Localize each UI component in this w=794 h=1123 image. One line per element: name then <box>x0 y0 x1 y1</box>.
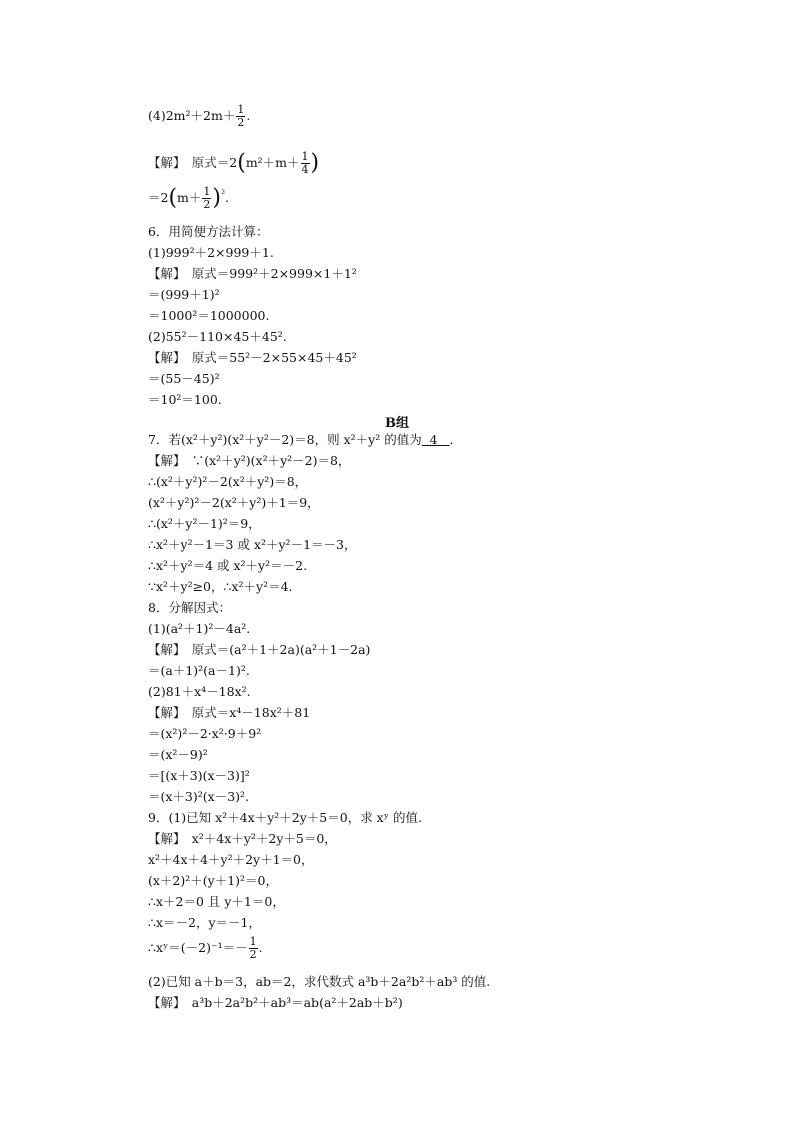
problem-8-2: (2)81＋x⁴－18x². <box>148 684 251 699</box>
solution-7-line-6: ∴x²＋y²＝4 或 x²＋y²＝－2. <box>148 558 308 573</box>
solution-9-2-line-1: 【解】 a³b＋2a²b²＋ab³＝ab(a²＋2ab＋b²) <box>148 995 403 1010</box>
solution-8-1-line-2: ＝(a＋1)²(a－1)². <box>148 663 250 678</box>
solution-9-1-line-5: ∴x＝－2，y＝－1， <box>148 915 261 930</box>
solution-9-1-line-3: (x＋2)²＋(y＋1)²＝0， <box>148 873 278 888</box>
solution-9-1-line-2: x²＋4x＋4＋y²＋2y＋1＝0， <box>148 852 314 867</box>
fraction-one-half: $\frac{1}{2}$ <box>203 185 211 212</box>
fraction-one-quarter: $\frac{1}{4}$ <box>301 150 309 176</box>
solution-7-line-2: ∴(x²＋y²)²－2(x²＋y²)＝8， <box>148 474 308 489</box>
solution-6-1-line-1: 【解】 原式＝999²＋2×999×1＋1² <box>148 266 357 281</box>
solution-7-line-4: ∴(x²＋y²－1)²＝9， <box>148 516 261 531</box>
solution-6-2-line-3: ＝10²＝100. <box>148 392 222 407</box>
solution-8-2-line-4: ＝[(x＋3)(x－3)]² <box>148 768 250 783</box>
problem-8-1: (1)(a²＋1)²－4a². <box>148 621 251 636</box>
problem-8-heading: 8．分解因式： <box>148 600 231 615</box>
solution-6-2-line-2: ＝(55－45)² <box>148 371 220 386</box>
problem-9-2: (2)已知 a＋b＝3，ab＝2，求代数式 a³b＋2a²b²＋ab³ 的值. <box>148 974 491 989</box>
solution-9-1-line-6: ∴xʸ＝(－2)⁻¹＝－ $\frac{1}{2}$ . <box>148 935 263 961</box>
problem-5-4: (4)2m²＋2m＋ $\frac{1}{2}$ . <box>148 103 251 129</box>
solution-7-line-5: ∴x²＋y²－1＝3 或 x²＋y²－1＝－3， <box>148 537 357 552</box>
solution-7-line-7: ∵x²＋y²≥0，∴x²＋y²＝4. <box>148 579 293 594</box>
section-title-b: B组 <box>385 416 409 431</box>
problem-6-1: (1)999²＋2×999＋1. <box>148 245 274 260</box>
solution-6-2-line-1: 【解】 原式＝55²－2×55×45＋45² <box>148 350 357 365</box>
solution-8-2-line-5: ＝(x＋3)²(x－3)². <box>148 789 250 804</box>
solution-9-1-line-1: 【解】 x²＋4x＋y²＋2y＋5＝0， <box>148 831 337 846</box>
solution-9-1-line-4: ∴x＋2＝0 且 y＋1＝0， <box>148 894 285 909</box>
problem-6-heading: 6．用简便方法计算： <box>148 224 269 239</box>
problem-7: 7．若(x²＋y²)(x²＋y²－2)＝8，则 x²＋y² 的值为 4 . <box>148 432 454 447</box>
problem-9-1: 9．(1)已知 x²＋4x＋y²＋2y＋5＝0，求 xʸ 的值. <box>148 810 422 825</box>
solution-5-4-line-1: 【解】 原式＝2(m²＋m＋ $\frac{1}{4}$ ) <box>148 150 320 176</box>
solution-7-line-1: 【解】 ∵(x²＋y²)(x²＋y²－2)＝8， <box>148 453 351 468</box>
solution-6-1-line-3: ＝1000²＝1000000. <box>148 308 270 323</box>
fraction-one-half: $\frac{1}{2}$ <box>249 935 257 961</box>
fraction-one-half: $\frac{1}{2}$ <box>237 103 245 129</box>
solution-8-2-line-3: ＝(x²－9)² <box>148 747 208 762</box>
solution-8-2-line-2: ＝(x²)²－2·x²·9＋9² <box>148 726 262 741</box>
problem-6-2: (2)55²－110×45＋45². <box>148 329 287 344</box>
solution-5-4-line-2: ＝2(m＋ $\frac{1}{2}$ )$^{^2}$. <box>148 185 230 212</box>
solution-8-1-line-1: 【解】 原式＝(a²＋1＋2a)(a²＋1－2a) <box>148 642 371 657</box>
solution-8-2-line-1: 【解】 原式＝x⁴－18x²＋81 <box>148 705 311 720</box>
solution-6-1-line-2: ＝(999＋1)² <box>148 287 220 302</box>
solution-7-line-3: (x²＋y²)²－2(x²＋y²)＋1＝9， <box>148 495 320 510</box>
answer-blank: 4 <box>429 432 438 447</box>
